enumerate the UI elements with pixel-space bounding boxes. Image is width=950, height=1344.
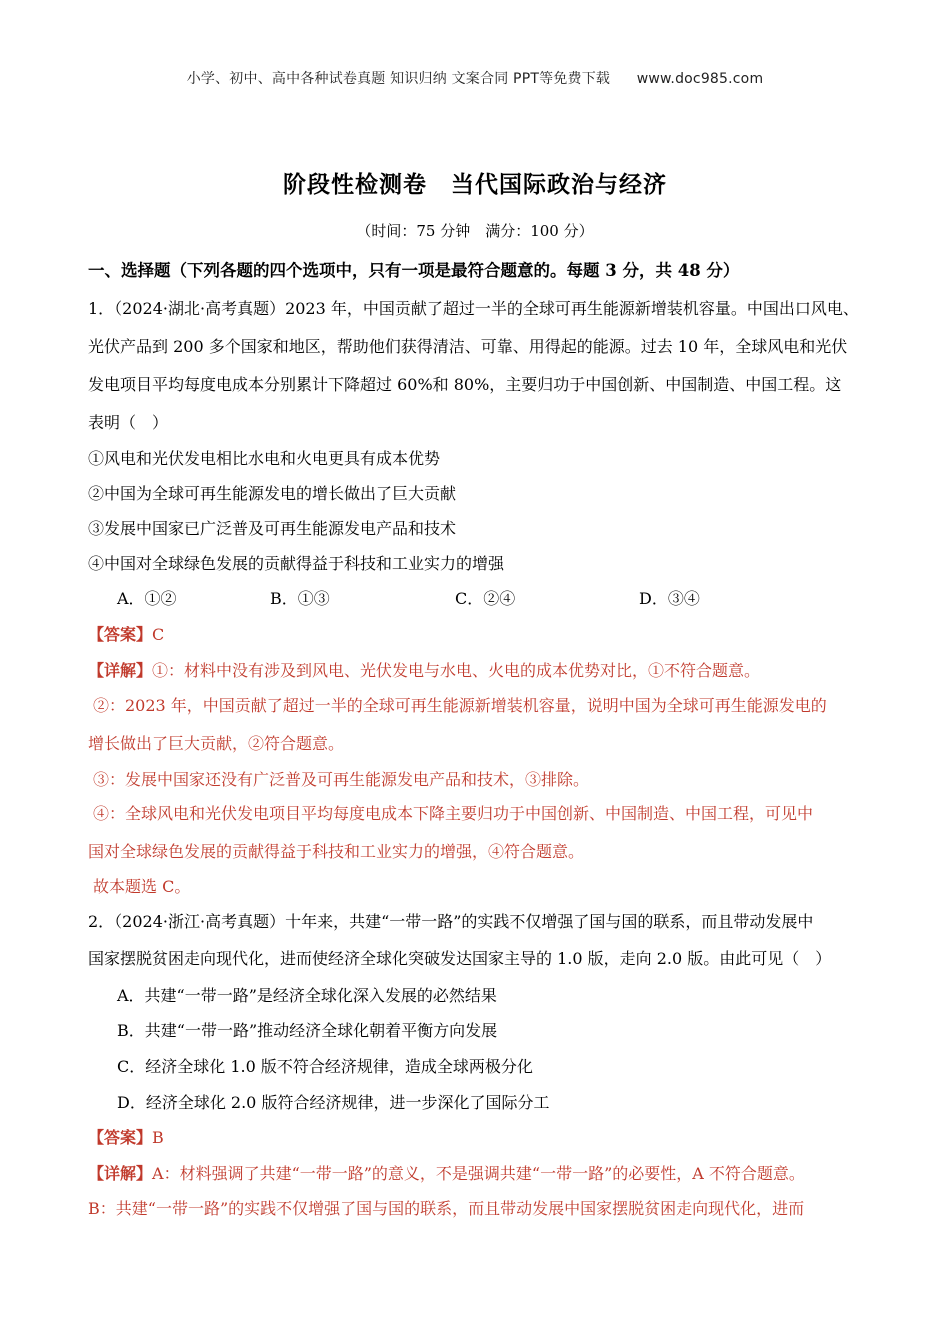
q2-option-c: C．经济全球化 1.0 版不符合经济规律，造成全球两极分化 xyxy=(117,1057,533,1076)
q1-detail-line: ③：发展中国家还没有广泛普及可再生能源发电产品和技术，③排除。 xyxy=(93,770,590,789)
q2-option-d: D．经济全球化 2.0 版符合经济规律，进一步深化了国际分工 xyxy=(117,1093,550,1112)
header-text: 小学、初中、高中各种试卷真题 知识归纳 文案合同 PPT等免费下载 xyxy=(186,71,611,87)
q1-stem-line: 1．（2024·湖北·高考真题）2023 年，中国贡献了超过一半的全球可再生能源新增装机容量。中国出口风电、 xyxy=(88,299,859,318)
q1-statement: ④中国对全球绿色发展的贡献得益于科技和工业实力的增强 xyxy=(88,554,505,573)
q1-statement: ①风电和光伏发电相比水电和火电更具有成本优势 xyxy=(88,449,441,468)
q1-option-d: D．③④ xyxy=(639,589,700,608)
q1-detail-line: ②：2023 年，中国贡献了超过一半的全球可再生能源新增装机容量，说明中国为全球可再生能源发电的 xyxy=(93,696,827,715)
q1-stem-line: 发电项目平均每度电成本分别累计下降超过 60%和 80%，主要归功于中国创新、中国制造、中国工程。这 xyxy=(88,375,842,394)
section-heading: 一、选择题（下列各题的四个选项中，只有一项是最符合题意的。每题 3 分，共 48 分） xyxy=(88,261,740,280)
q1-detail-line: 国对全球绿色发展的贡献得益于科技和工业实力的增强，④符合题意。 xyxy=(88,842,585,861)
q2-stem-line: 2．（2024·浙江·高考真题）十年来，共建“一带一路”的实践不仅增强了国与国的联系，而且带动发展中 xyxy=(88,912,814,931)
exam-info: （时间：75 分钟 满分：100 分） xyxy=(356,222,594,240)
q1-stem-line: 光伏产品到 200 多个国家和地区，帮助他们获得清洁、可靠、用得起的能源。过去 10 年，全球风电和光伏 xyxy=(88,337,848,356)
q1-answer xyxy=(88,622,164,645)
q1-detail-line: 增长做出了巨大贡献，②符合题意。 xyxy=(88,734,345,753)
q2-option-b: B．共建“一带一路”推动经济全球化朝着平衡方向发展 xyxy=(117,1021,498,1040)
detail-text: A：材料强调了共建“一带一路”的意义，不是强调共建“一带一路”的必要性，A 不符合题意。 xyxy=(152,1164,805,1183)
q1-detail-line xyxy=(88,658,760,681)
header-site-link[interactable]: www.doc985.com xyxy=(636,71,764,87)
q1-stem-line: 表明（ ） xyxy=(88,413,169,432)
q2-option-a: A．共建“一带一路”是经济全球化深入发展的必然结果 xyxy=(117,986,497,1005)
detail-label: 【详解】 xyxy=(88,1164,153,1183)
q1-statement: ②中国为全球可再生能源发电的增长做出了巨大贡献 xyxy=(88,484,457,503)
q1-option-c: C．②④ xyxy=(455,589,516,608)
detail-text: ①：材料中没有涉及到风电、光伏发电与水电、火电的成本优势对比，①不符合题意。 xyxy=(152,661,761,680)
answer-value: C xyxy=(152,625,165,644)
q2-detail-line xyxy=(88,1161,805,1184)
q2-stem-line: 国家摆脱贫困走向现代化，进而使经济全球化突破发达国家主导的 1.0 版，走向 2.0 版。由此可见（ ） xyxy=(88,949,832,968)
page-title: 阶段性检测卷 当代国际政治与经济 xyxy=(283,171,667,198)
answer-label: 【答案】 xyxy=(88,625,153,644)
q1-option-b: B．①③ xyxy=(270,589,330,608)
q2-detail-line: B：共建“一带一路”的实践不仅增强了国与国的联系，而且带动发展中国家摆脱贫困走向现代化，进而 xyxy=(88,1199,805,1218)
q2-answer xyxy=(88,1125,164,1148)
answer-label: 【答案】 xyxy=(88,1128,153,1147)
detail-label: 【详解】 xyxy=(88,661,153,680)
q1-detail-line: ④：全球风电和光伏发电项目平均每度电成本下降主要归功于中国创新、中国制造、中国工程，可见中 xyxy=(93,804,814,823)
page-header xyxy=(0,68,950,88)
q1-option-a: A．①② xyxy=(117,589,177,608)
answer-value: B xyxy=(152,1128,164,1147)
q1-statement: ③发展中国家已广泛普及可再生能源发电产品和技术 xyxy=(88,519,457,538)
q1-detail-line: 故本题选 C。 xyxy=(93,877,191,896)
